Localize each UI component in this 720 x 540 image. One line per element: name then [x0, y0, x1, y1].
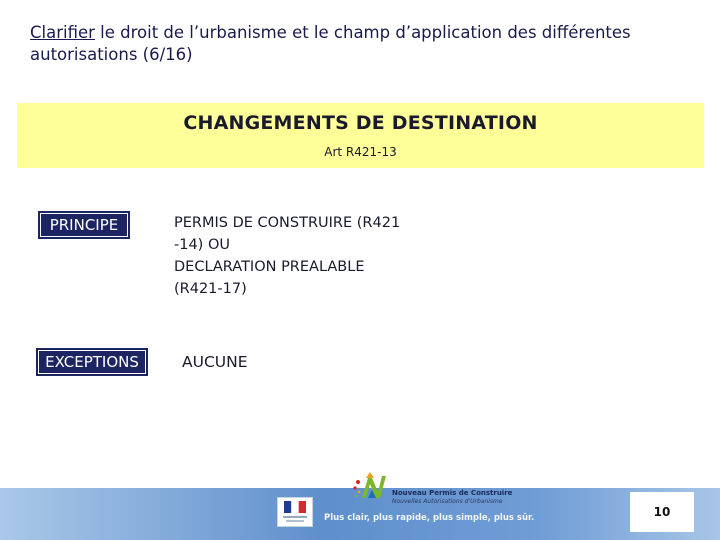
tricolor-flag-icon [284, 501, 306, 513]
banner-title: CHANGEMENTS DE DESTINATION [183, 112, 538, 134]
logo-subtitle: Nouvelles Autorisations d'Urbanisme [392, 498, 503, 505]
principe-line: DECLARATION PREALABLE [174, 259, 365, 275]
exceptions-label: EXCEPTIONS [36, 348, 148, 376]
banner-subtitle: Art R421-13 [324, 145, 397, 159]
principe-line: (R421-17) [174, 281, 247, 297]
logo-text-line [283, 516, 307, 518]
republique-francaise-logo [277, 497, 313, 527]
slide-title-prefix: Clarifier [30, 23, 95, 42]
permis-de-construire-logo-icon [350, 468, 392, 504]
logo-text-line [286, 520, 304, 522]
footer-slogan: Plus clair, plus rapide, plus simple, plus sûr. [324, 513, 535, 523]
principe-line: -14) OU [174, 237, 230, 253]
principe-label: PRINCIPE [38, 211, 130, 239]
slide-title [30, 22, 670, 66]
section-banner [17, 103, 704, 168]
exceptions-value: AUCUNE [182, 353, 248, 371]
principe-line: PERMIS DE CONSTRUIRE (R421 [174, 215, 401, 231]
slide-title-rest: le droit de l’urbanisme et le champ d’application des différentes autorisations (6/16) [30, 23, 631, 64]
logo-name: Nouveau Permis de Construire [392, 489, 513, 497]
page-number: 10 [630, 492, 694, 532]
principe-value [174, 212, 444, 300]
